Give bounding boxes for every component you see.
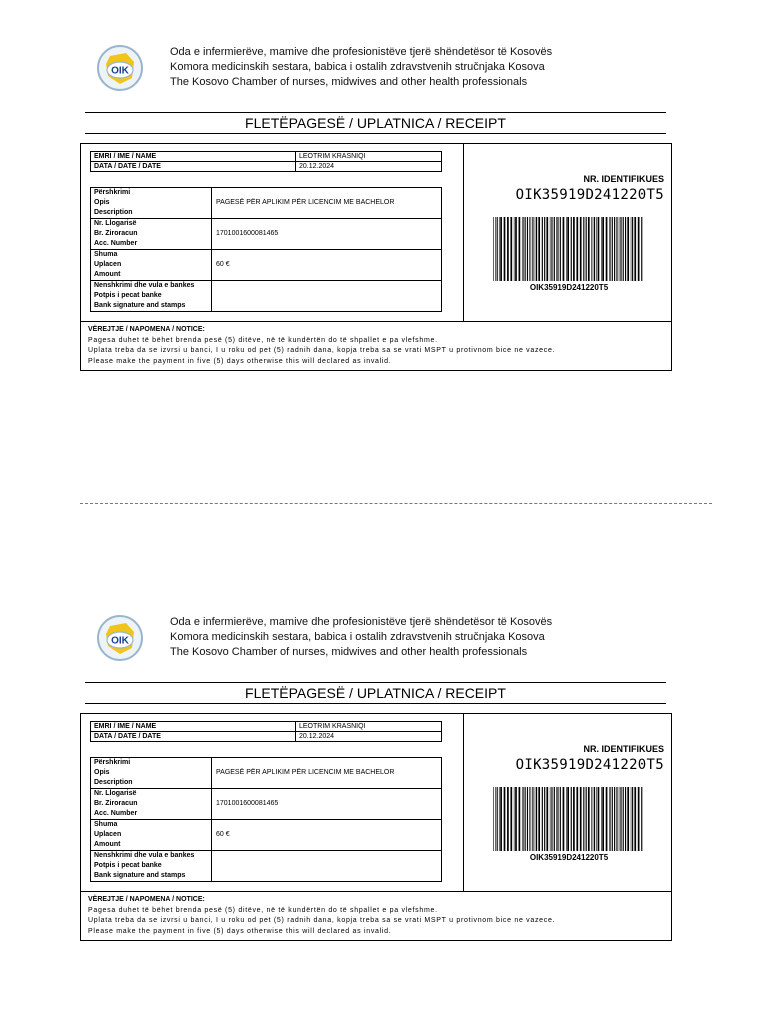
amount-row	[91, 250, 442, 281]
notice-line-en: Please make the payment in five (5) days otherwise this will declared as invalid.	[88, 357, 392, 365]
date-label: DATA / DATE / DATE	[91, 162, 296, 172]
receipt-frame	[80, 713, 672, 941]
account-label	[91, 789, 212, 820]
amount-label	[91, 250, 212, 281]
notice-line-sr: Uplata treba da se izvrsi u banci, I u roku od pet (5) radnih dana, kopja treba sa se vrati MSPT u protivnom bice ne vazece.	[88, 917, 556, 924]
org-name-sr: Komora medicinskih sestara, babica i ostalih zdravstvenih stručnjaka Kosova	[170, 61, 545, 73]
vertical-divider	[463, 144, 464, 321]
receipt-frame	[80, 143, 672, 371]
description-label-sr: Opis	[94, 199, 110, 206]
barcode-text: OIK35919D241220T5	[529, 853, 609, 862]
description-label	[91, 758, 212, 789]
description-value: PAGESË PËR APLIKIM PËR LICENCIM ME BACHELOR	[212, 758, 442, 789]
signature-value	[212, 281, 442, 312]
barcode-text: OIK35919D241220T5	[529, 283, 609, 292]
logo-text: OIK	[111, 65, 129, 77]
amount-label-sq: Shuma	[94, 821, 118, 828]
org-name-sr: Komora medicinskih sestara, babica i ostalih zdravstvenih stručnjaka Kosova	[170, 631, 545, 643]
account-value: 1701001600081465	[212, 789, 442, 820]
signature-label-sr: Potpis i pecat banke	[94, 292, 162, 299]
cut-line	[80, 503, 712, 504]
vertical-divider	[463, 714, 464, 891]
description-label-sq: Përshkrimi	[94, 759, 131, 766]
notice-heading: VËREJTJE / NAPOMENA / NOTICE:	[88, 896, 205, 903]
account-label	[91, 219, 212, 250]
identifier-code: OIK35919D241220T5	[515, 757, 664, 773]
name-value: LEOTRIM KRASNIQI	[296, 722, 442, 732]
amount-value: 60 €	[212, 820, 442, 851]
details-table	[90, 757, 442, 882]
notice-line-sr: Uplata treba da se izvrsi u banci, I u roku od pet (5) radnih dana, kopja treba sa se vrati MSPT u protivnom bice ne vazece.	[88, 347, 556, 354]
description-label-sr: Opis	[94, 769, 110, 776]
account-value: 1701001600081465	[212, 219, 442, 250]
amount-label-sq: Shuma	[94, 251, 118, 258]
date-value: 20.12.2024	[296, 732, 442, 742]
receipt-copy-2	[0, 570, 768, 950]
description-label-sq: Përshkrimi	[94, 189, 131, 196]
signature-row	[91, 281, 442, 312]
account-label-en: Acc. Number	[94, 240, 138, 247]
account-row	[91, 789, 442, 820]
oik-logo-icon	[96, 44, 144, 92]
signature-label-sr: Potpis i pecat banke	[94, 862, 162, 869]
title-top-rule	[85, 682, 666, 683]
description-value: PAGESË PËR APLIKIM PËR LICENCIM ME BACHELOR	[212, 188, 442, 219]
name-value: LEOTRIM KRASNIQI	[296, 152, 442, 162]
description-label-en: Description	[94, 209, 133, 216]
account-label-sq: Nr. Llogarisë	[94, 790, 137, 797]
amount-label-sr: Uplacen	[94, 831, 122, 838]
signature-label-sq: Nenshkrimi dhe vula e bankes	[94, 852, 195, 859]
account-label-sq: Nr. Llogarisë	[94, 220, 137, 227]
org-names	[170, 615, 552, 660]
account-label-en: Acc. Number	[94, 810, 138, 817]
org-name-en: The Kosovo Chamber of nurses, midwives and other health professionals	[170, 76, 528, 88]
notice-line-en: Please make the payment in five (5) days otherwise this will declared as invalid.	[88, 927, 392, 935]
org-name-en: The Kosovo Chamber of nurses, midwives and other health professionals	[170, 646, 528, 658]
amount-label-en: Amount	[94, 271, 121, 278]
date-row	[91, 162, 442, 172]
org-names	[170, 45, 552, 90]
description-row	[91, 758, 442, 789]
amount-label-sr: Uplacen	[94, 261, 122, 268]
logo-text: OIK	[111, 635, 129, 647]
amount-label-en: Amount	[94, 841, 121, 848]
receipt-copy-1	[0, 0, 768, 380]
notice-line-sq: Pagesa duhet të bëhet brenda pesë (5) ditëve, në të kundërtën do të shpallet e pa vlefshme.	[88, 906, 438, 914]
signature-label-en: Bank signature and stamps	[94, 872, 186, 879]
signature-label-sq: Nenshkrimi dhe vula e bankes	[94, 282, 195, 289]
notice-block	[88, 895, 555, 937]
amount-value: 60 €	[212, 250, 442, 281]
account-label-sr: Br. Ziroracun	[94, 230, 138, 237]
org-name-sq: Oda e infermierëve, mamive dhe profesionistëve tjerë shëndetësor të Kosovës	[170, 46, 553, 58]
org-name-sq: Oda e infermierëve, mamive dhe profesionistëve tjerë shëndetësor të Kosovës	[170, 616, 553, 628]
notice-line-sq: Pagesa duhet të bëhet brenda pesë (5) ditëve, në të kundërtën do të shpallet e pa vlefshme.	[88, 336, 438, 344]
barcode-icon	[493, 787, 645, 851]
horizontal-divider	[81, 891, 671, 892]
account-row	[91, 219, 442, 250]
title-bottom-rule	[85, 133, 666, 134]
name-row	[91, 722, 442, 732]
description-label	[91, 188, 212, 219]
name-label: EMRI / IME / NAME	[91, 152, 296, 162]
identifier-label: NR. IDENTIFIKUES	[583, 174, 664, 184]
notice-block	[88, 325, 555, 367]
barcode-icon	[493, 217, 645, 281]
signature-label	[91, 851, 212, 882]
details-table	[90, 187, 442, 312]
name-label: EMRI / IME / NAME	[91, 722, 296, 732]
identifier-label: NR. IDENTIFIKUES	[583, 744, 664, 754]
signature-label-en: Bank signature and stamps	[94, 302, 186, 309]
date-row	[91, 732, 442, 742]
signature-row	[91, 851, 442, 882]
payer-table	[90, 151, 442, 172]
receipt-title: FLETËPAGESË / UPLATNICA / RECEIPT	[245, 115, 506, 131]
oik-logo-icon	[96, 614, 144, 662]
date-value: 20.12.2024	[296, 162, 442, 172]
amount-label	[91, 820, 212, 851]
title-bottom-rule	[85, 703, 666, 704]
identifier-code: OIK35919D241220T5	[515, 187, 664, 203]
receipt-title: FLETËPAGESË / UPLATNICA / RECEIPT	[245, 685, 506, 701]
account-label-sr: Br. Ziroracun	[94, 800, 138, 807]
date-label: DATA / DATE / DATE	[91, 732, 296, 742]
signature-label	[91, 281, 212, 312]
title-top-rule	[85, 112, 666, 113]
description-row	[91, 188, 442, 219]
name-row	[91, 152, 442, 162]
horizontal-divider	[81, 321, 671, 322]
amount-row	[91, 820, 442, 851]
payer-table	[90, 721, 442, 742]
signature-value	[212, 851, 442, 882]
description-label-en: Description	[94, 779, 133, 786]
notice-heading: VËREJTJE / NAPOMENA / NOTICE:	[88, 326, 205, 333]
